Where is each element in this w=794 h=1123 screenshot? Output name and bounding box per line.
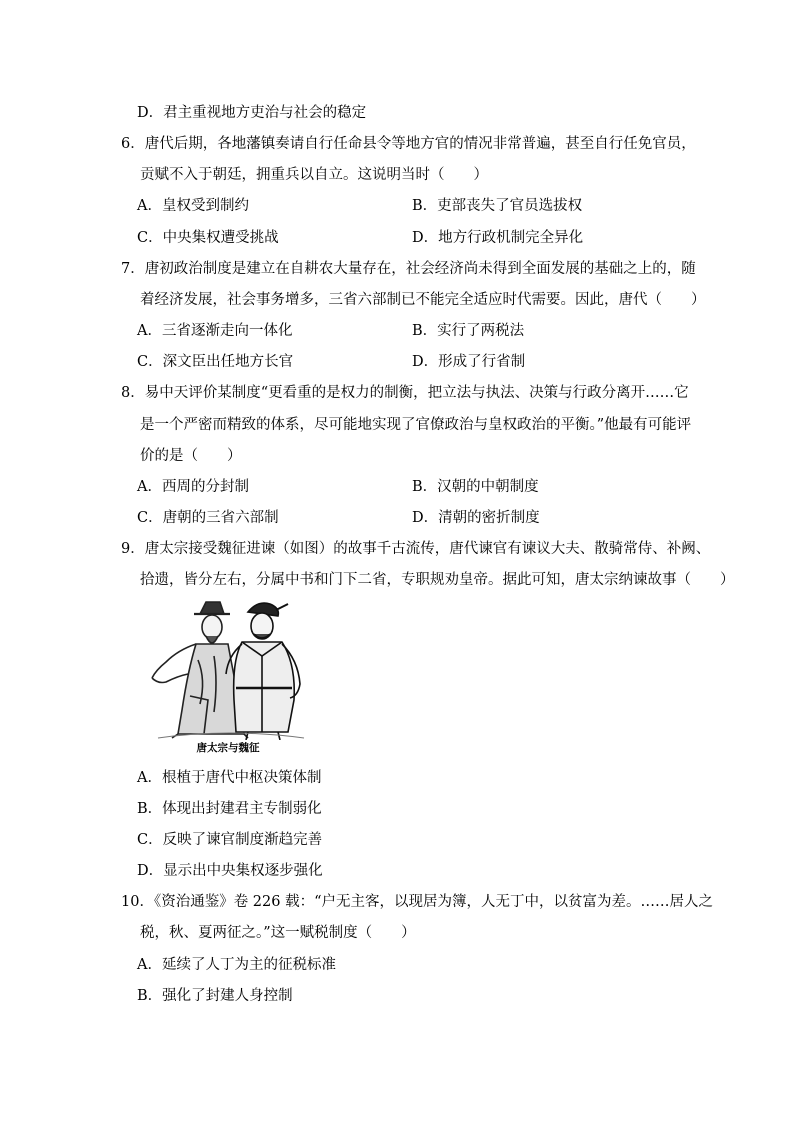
q6-stem-line2: 贡赋不入于朝廷，拥重兵以自立。这说明当时（ ） bbox=[140, 167, 488, 183]
q7-stem-line1: 7．唐初政治制度是建立在自耕农大量存在，社会经济尚未得到全面发展的基础之上的，随 bbox=[121, 261, 696, 277]
q6-option-d: D．地方行政机制完全异化 bbox=[412, 230, 584, 246]
q8-option-c: C．唐朝的三省六部制 bbox=[137, 510, 279, 526]
q7-option-a: A．三省逐渐走向一体化 bbox=[137, 323, 293, 339]
q8-option-b: B．汉朝的中朝制度 bbox=[412, 479, 539, 495]
q6-option-b: B．吏部丧失了官员选拔权 bbox=[412, 198, 583, 214]
q9-option-a: A．根植于唐代中枢决策体制 bbox=[137, 770, 322, 786]
q7-stem-line2: 着经济发展，社会事务增多，三省六部制已不能完全适应时代需要。因此，唐代（ ） bbox=[140, 292, 706, 308]
q9-stem-line2: 拾遗，皆分左右，分属中书和门下二省，专职规劝皇帝。据此可知，唐太宗纳谏故事（ ） bbox=[140, 572, 735, 588]
q7-option-c: C．深文臣出任地方长官 bbox=[137, 354, 294, 370]
q8-stem-line1: 8．易中天评价某制度“更看重的是权力的制衡，把立法与执法、决策与行政分离开……它 bbox=[121, 385, 689, 401]
q10-option-a: A．延续了人丁为主的征税标准 bbox=[137, 957, 336, 973]
q6-option-c: C．中央集权遭受挑战 bbox=[137, 230, 279, 246]
q10-stem-line1: 10．《资治通鉴》卷 226 载：“户无主客，以现居为簿，人无丁中，以贫富为差。……居人之 bbox=[121, 894, 714, 910]
q6-option-a: A．皇权受到制约 bbox=[137, 198, 249, 214]
q6-stem-line1: 6．唐代后期，各地藩镇奏请自行任命县令等地方官的情况非常普遍，甚至自行任免官员， bbox=[121, 136, 696, 152]
q9-option-c: C．反映了谏官制度渐趋完善 bbox=[137, 832, 323, 848]
q9-option-d: D．显示出中央集权逐步强化 bbox=[137, 863, 323, 879]
q8-stem-line3: 价的是（ ） bbox=[140, 448, 242, 464]
illustration-caption: 唐太宗与魏征 bbox=[196, 742, 260, 754]
q9-stem-line1: 9．唐太宗接受魏征进谏（如图）的故事千古流传，唐代谏官有谏议大夫、散骑常侍、补阙、 bbox=[121, 541, 711, 557]
q10-stem-line2: 税，秋、夏两征之。”这一赋税制度（ ） bbox=[140, 925, 416, 941]
q8-option-a: A．西周的分封制 bbox=[137, 479, 249, 495]
illustration-taizong-weizheng bbox=[148, 600, 308, 760]
q9-option-b: B．体现出封建君主专制弱化 bbox=[137, 801, 322, 817]
q8-stem-line2: 是一个严密而精致的体系，尽可能地实现了官僚政治与皇权政治的平衡。”他最有可能评 bbox=[140, 417, 692, 433]
q8-option-d: D．清朝的密折制度 bbox=[412, 510, 540, 526]
q7-option-d: D．形成了行省制 bbox=[412, 354, 526, 370]
q5-option-d: D．君主重视地方吏治与社会的稳定 bbox=[137, 105, 367, 121]
q7-option-b: B．实行了两税法 bbox=[412, 323, 525, 339]
q10-option-b: B．强化了封建人身控制 bbox=[137, 988, 293, 1004]
